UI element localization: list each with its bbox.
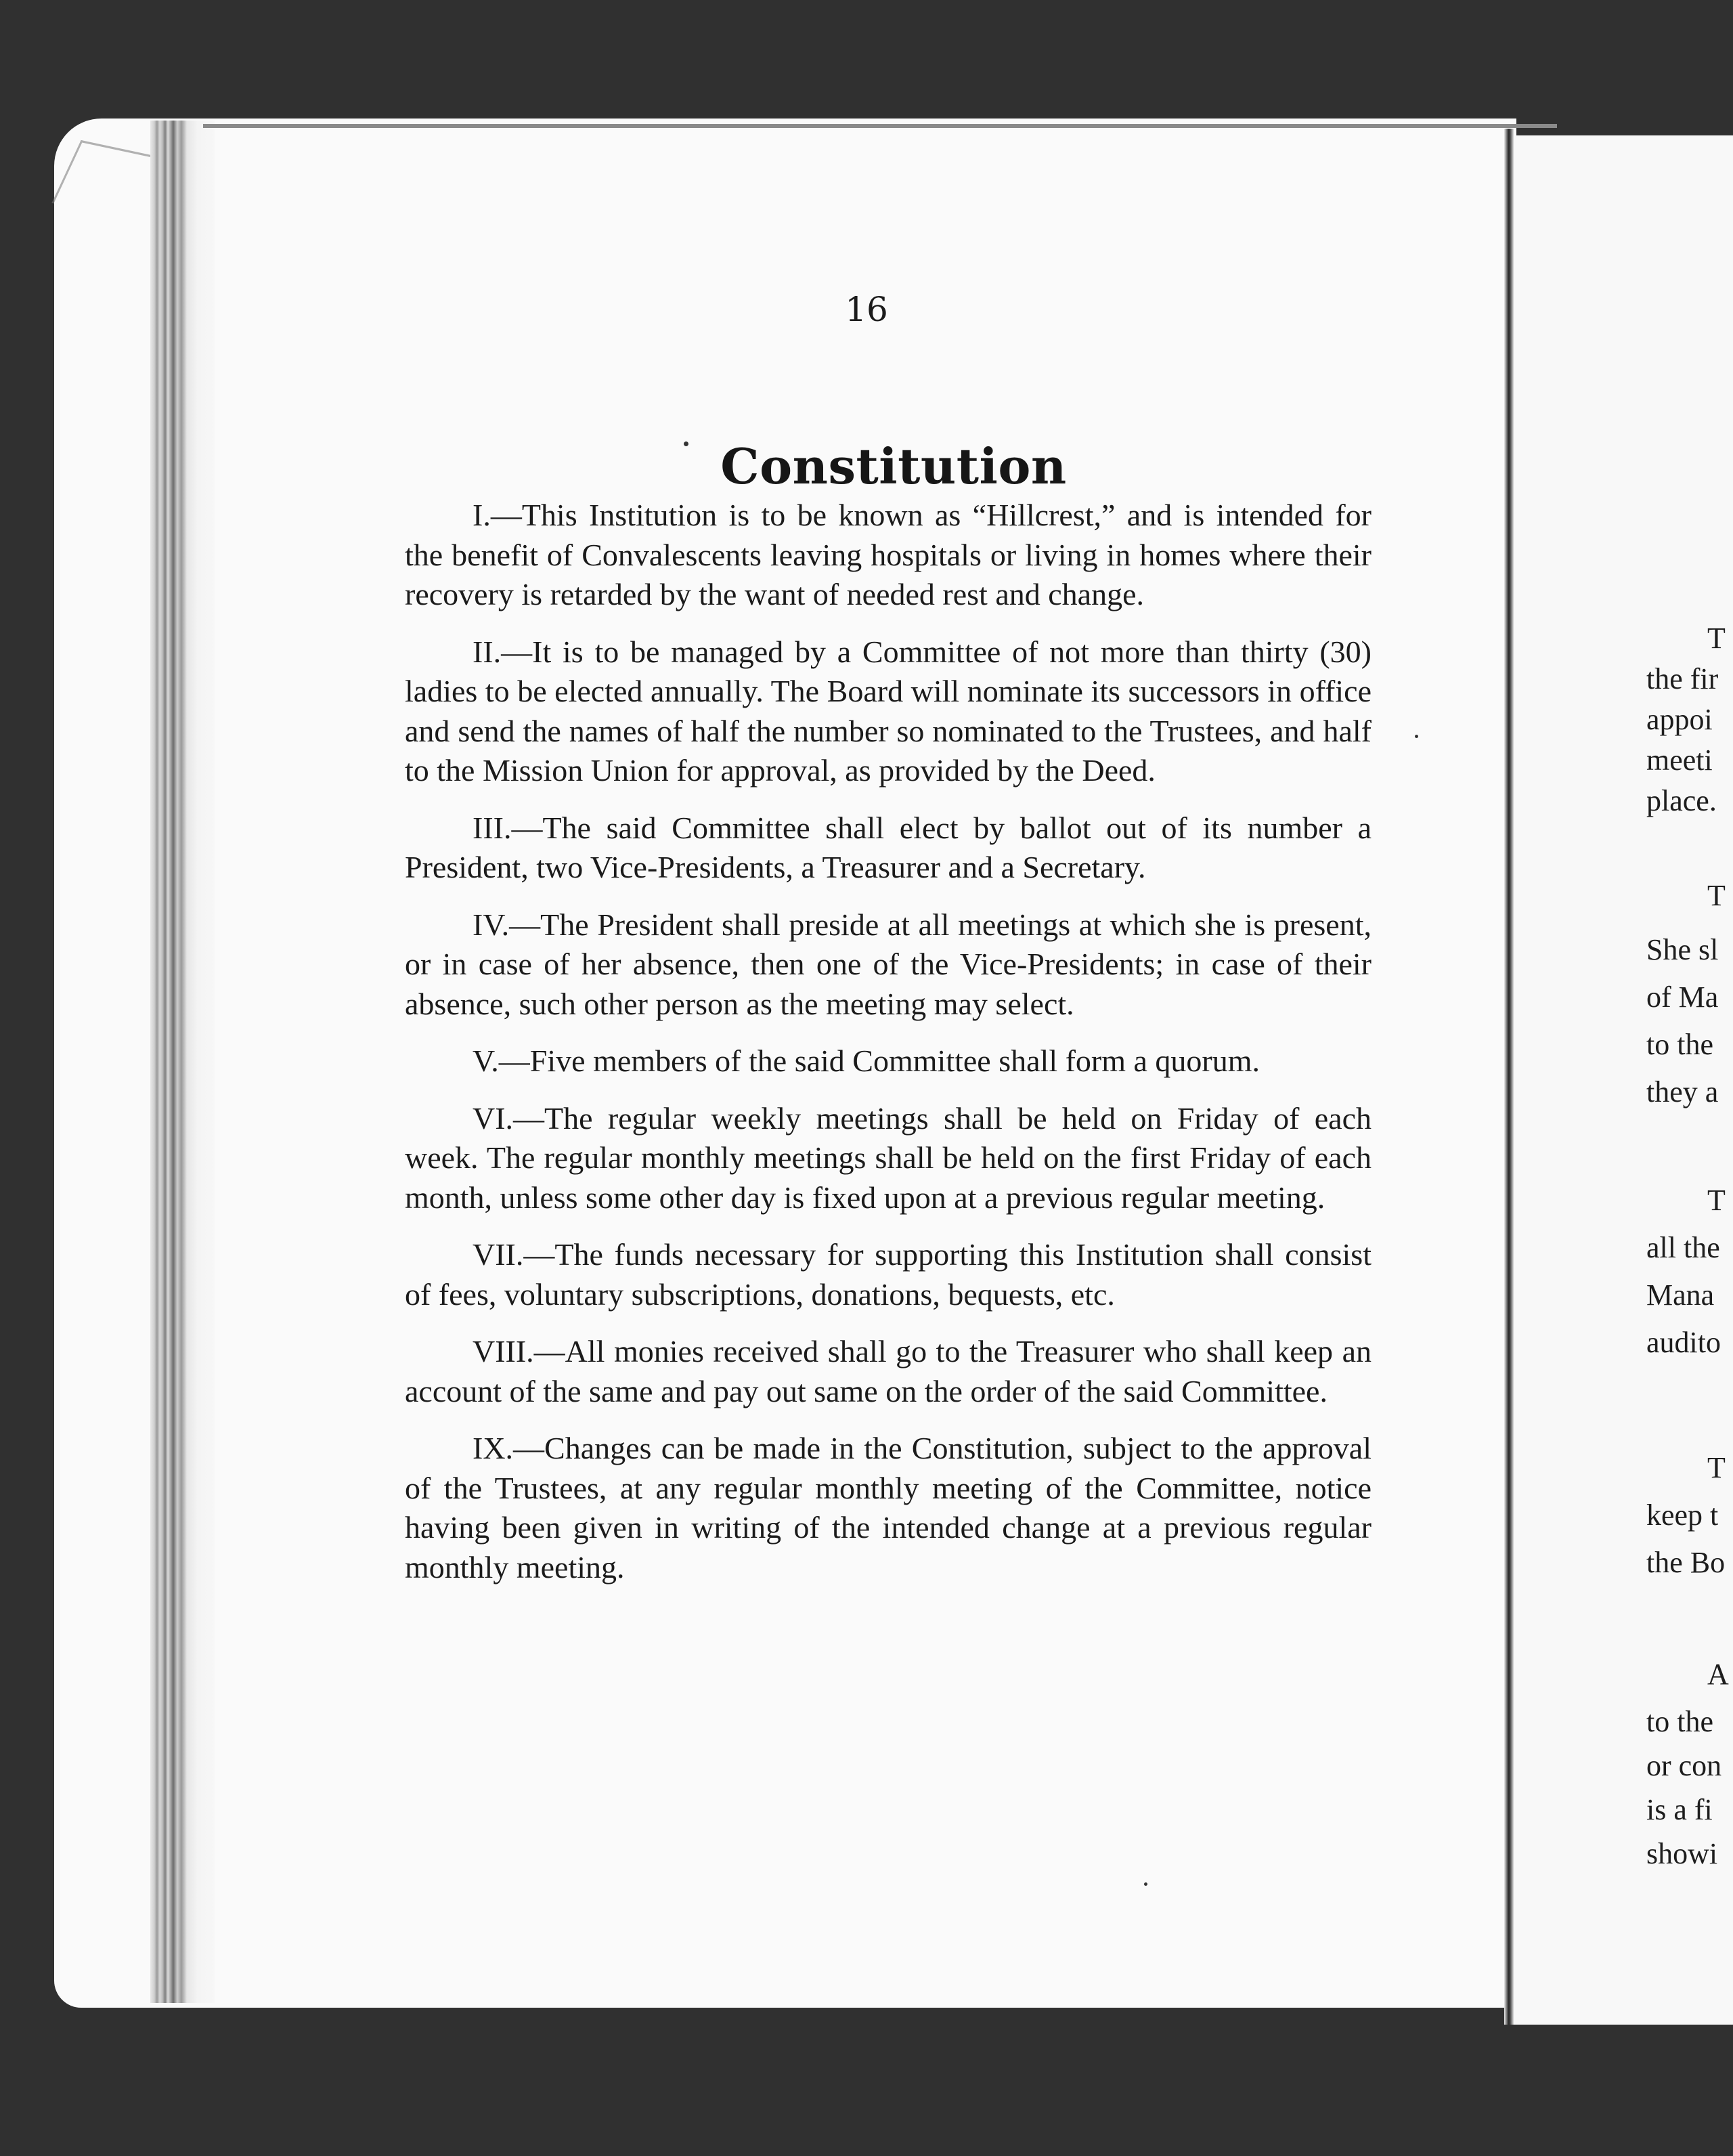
ink-speck xyxy=(1415,735,1418,738)
facing-line: A xyxy=(1707,1658,1729,1691)
article-i: I.—This Institution is to be known as “Hillcrest,” and is intended for the benefit of Convalescents leaving hospitals or living in homes where their recovery is retarded by the want of needed rest and change. xyxy=(405,498,1372,611)
facing-line: showi xyxy=(1646,1837,1718,1870)
facing-line: to the xyxy=(1646,1705,1713,1738)
facing-line: to the xyxy=(1646,1028,1713,1061)
facing-line: of Ma xyxy=(1646,980,1719,1014)
article-v: V.—Five members of the said Committee shall form a quorum. xyxy=(473,1043,1260,1078)
facing-line: they a xyxy=(1646,1075,1719,1108)
facing-line: meeti xyxy=(1646,743,1713,777)
page-top-edge xyxy=(203,124,1557,128)
facing-line: She sl xyxy=(1646,933,1719,966)
facing-line: T xyxy=(1707,879,1726,912)
facing-line: audito xyxy=(1646,1326,1721,1359)
facing-line: the fir xyxy=(1646,662,1719,695)
facing-line: T xyxy=(1707,1451,1726,1484)
facing-line: appoi xyxy=(1646,703,1713,736)
facing-line: is a fi xyxy=(1646,1793,1713,1826)
article-vii: VII.—The funds necessary for supporting this Institution shall consist of fees, voluntary subscriptions, donations, bequests, etc. xyxy=(405,1237,1372,1312)
constitution-articles xyxy=(405,496,1372,1605)
article-viii: VIII.—All monies received shall go to the Treasurer who shall keep an account of the same and pay out same on the order of the said Committee. xyxy=(405,1334,1372,1408)
facing-line: place. xyxy=(1646,784,1717,817)
facing-line: T xyxy=(1707,622,1726,655)
facing-line: the Bo xyxy=(1646,1546,1726,1579)
facing-line: keep t xyxy=(1646,1499,1719,1532)
facing-line: or con xyxy=(1646,1749,1722,1782)
article-iv: IV.—The President shall preside at all meetings at which she is present, or in case of her absence, then one of the Vice-Presidents; in case of their absence, such other person as the meeting may select. xyxy=(405,907,1372,1021)
article-vi: VI.—The regular weekly meetings shall be held on Friday of each week. The regular monthly meetings shall be held on the first Friday of each month, unless some other day is fixed upon at a previous regular meeting. xyxy=(405,1100,1372,1215)
facing-line: T xyxy=(1707,1184,1726,1217)
article-ii: II.—It is to be managed by a Committee of not more than thirty (30) ladies to be elected annually. The Board will nominate its successors in office and send the names of half the number so nominated to the Trustees, and half to the Mission Union for approval, as provided by the Deed. xyxy=(405,634,1372,788)
page-edge-stack xyxy=(150,121,215,2003)
book-gutter xyxy=(1504,129,1514,2025)
page-title: Constitution xyxy=(720,437,1067,496)
facing-line: Mana xyxy=(1646,1278,1715,1312)
article-ix: IX.—Changes can be made in the Constitution, subject to the approval of the Trustees, at any regular monthly meeting of the Committee, notice having been given in writing of the intended change at a previous regular monthly meeting. xyxy=(405,1431,1372,1584)
article-iii: III.—The said Committee shall elect by ballot out of its number a President, two Vice-Presidents, a Treasurer and a Secretary. xyxy=(405,810,1372,884)
page-number: 16 xyxy=(845,290,888,329)
ink-speck xyxy=(1144,1882,1147,1886)
facing-line: all the xyxy=(1646,1231,1720,1264)
